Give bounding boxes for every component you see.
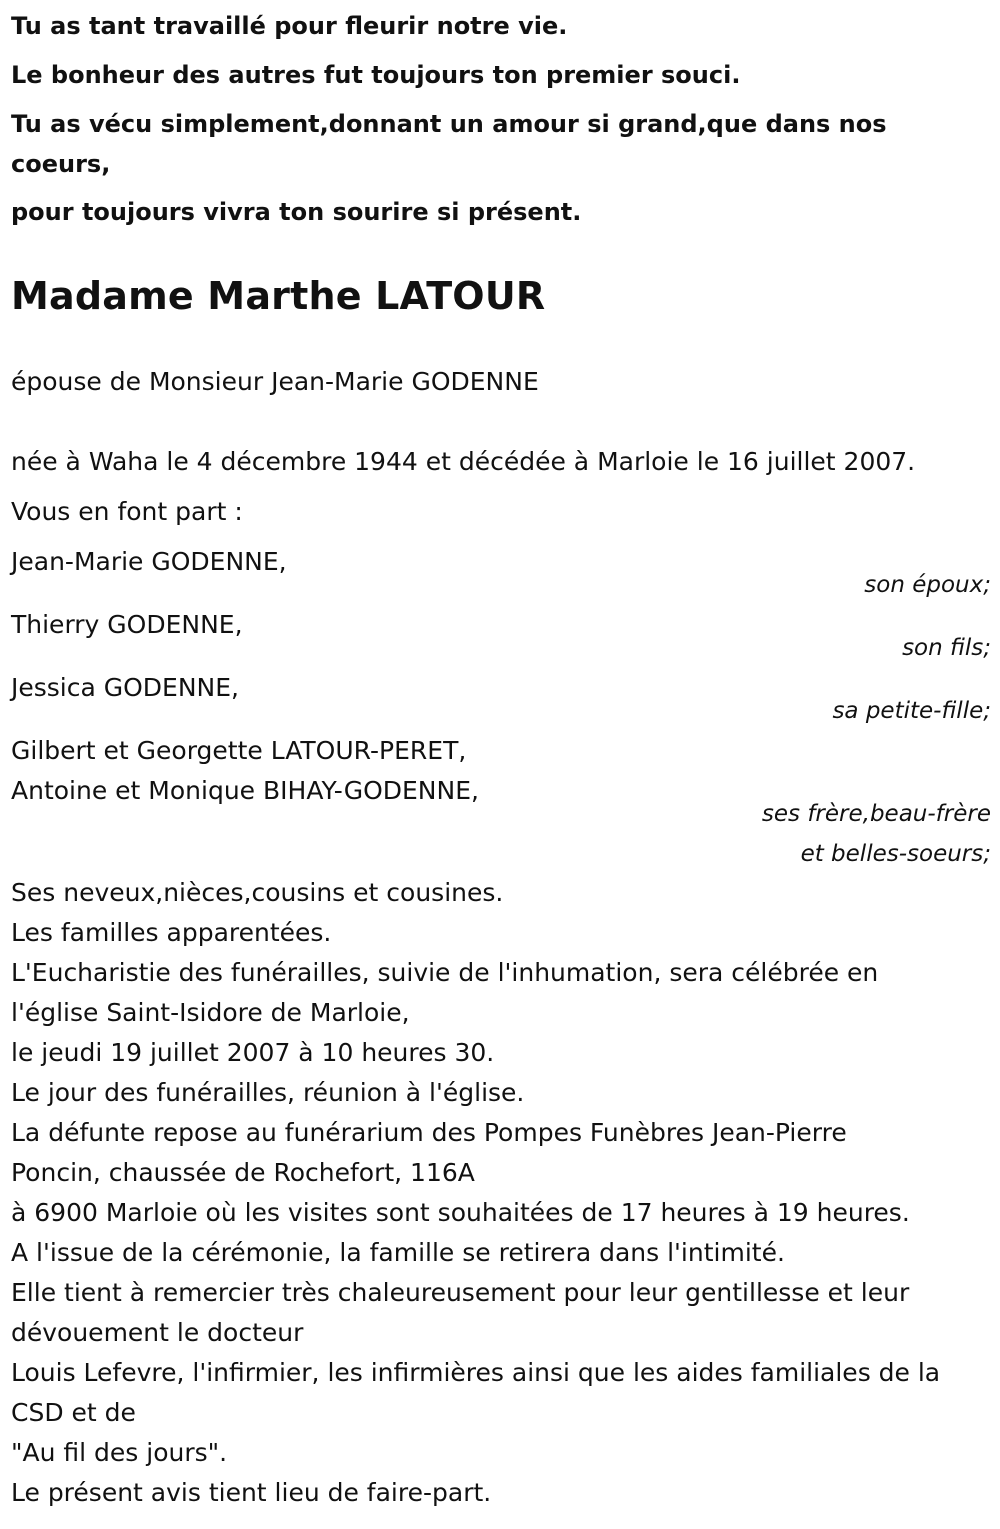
family-names-siblings-1: Gilbert et Georgette LATOUR-PERET,: [11, 736, 467, 765]
body-line: Louis Lefevre, l'infirmier, les infirmières ainsi que les aides familiales de la: [11, 1358, 941, 1387]
family-relation-spouse: son époux;: [864, 572, 991, 598]
poem-line-2: Le bonheur des autres fut toujours ton premier souci.: [11, 61, 741, 89]
body-line: l'église Saint-Isidore de Marloie,: [11, 998, 410, 1027]
body-line: Poncin, chaussée de Rochefort, 116A: [11, 1158, 475, 1187]
poem: [11, 6, 991, 241]
deceased-name: Madame Marthe LATOUR: [11, 274, 546, 318]
family-relation-son: son fils;: [902, 635, 991, 661]
body-line: Le présent avis tient lieu de faire-part.: [11, 1478, 492, 1507]
body-line: CSD et de: [11, 1398, 136, 1427]
body-line: Elle tient à remercier très chaleureusement pour leur gentillesse et leur: [11, 1278, 910, 1307]
body-line: le jeudi 19 juillet 2007 à 10 heures 30.: [11, 1038, 495, 1067]
body-line: Le jour des funérailles, réunion à l'église.: [11, 1078, 525, 1107]
body-line: Ses neveux,nièces,cousins et cousines.: [11, 878, 504, 907]
body-line: A l'issue de la cérémonie, la famille se retirera dans l'intimité.: [11, 1238, 785, 1267]
body-line: Les familles apparentées.: [11, 918, 332, 947]
notice-body: [11, 873, 991, 1513]
body-line: La défunte repose au funérarium des Pompes Funèbres Jean-Pierre: [11, 1118, 847, 1147]
family-names-son: Thierry GODENNE,: [11, 610, 243, 639]
poem-line-4: pour toujours vivra ton sourire si présent.: [11, 198, 582, 226]
family-names-granddaughter: Jessica GODENNE,: [11, 673, 240, 702]
body-line: L'Eucharistie des funérailles, suivie de l'inhumation, sera célébrée en: [11, 958, 879, 987]
family-relation-siblings-2: et belles-soeurs;: [800, 841, 991, 867]
birth-death-line: née à Waha le 4 décembre 1944 et décédée à Marloie le 16 juillet 2007.: [11, 447, 916, 476]
poem-line-3: Tu as vécu simplement,donnant un amour si grand,que dans nos coeurs,: [11, 110, 887, 178]
family-names-siblings-2: Antoine et Monique BIHAY-GODENNE,: [11, 776, 479, 805]
body-line: dévouement le docteur: [11, 1318, 304, 1347]
body-line: "Au fil des jours".: [11, 1438, 228, 1467]
family-relation-siblings-1: ses frère,beau-frère: [761, 801, 991, 827]
poem-line-1: Tu as tant travaillé pour fleurir notre vie.: [11, 12, 568, 40]
family-relation-granddaughter: sa petite-fille;: [832, 698, 991, 724]
spouse-line: épouse de Monsieur Jean-Marie GODENNE: [11, 367, 539, 396]
family-names-spouse: Jean-Marie GODENNE,: [11, 547, 287, 576]
announcement-intro: Vous en font part :: [11, 497, 243, 526]
body-line: à 6900 Marloie où les visites sont souhaitées de 17 heures à 19 heures.: [11, 1198, 910, 1227]
